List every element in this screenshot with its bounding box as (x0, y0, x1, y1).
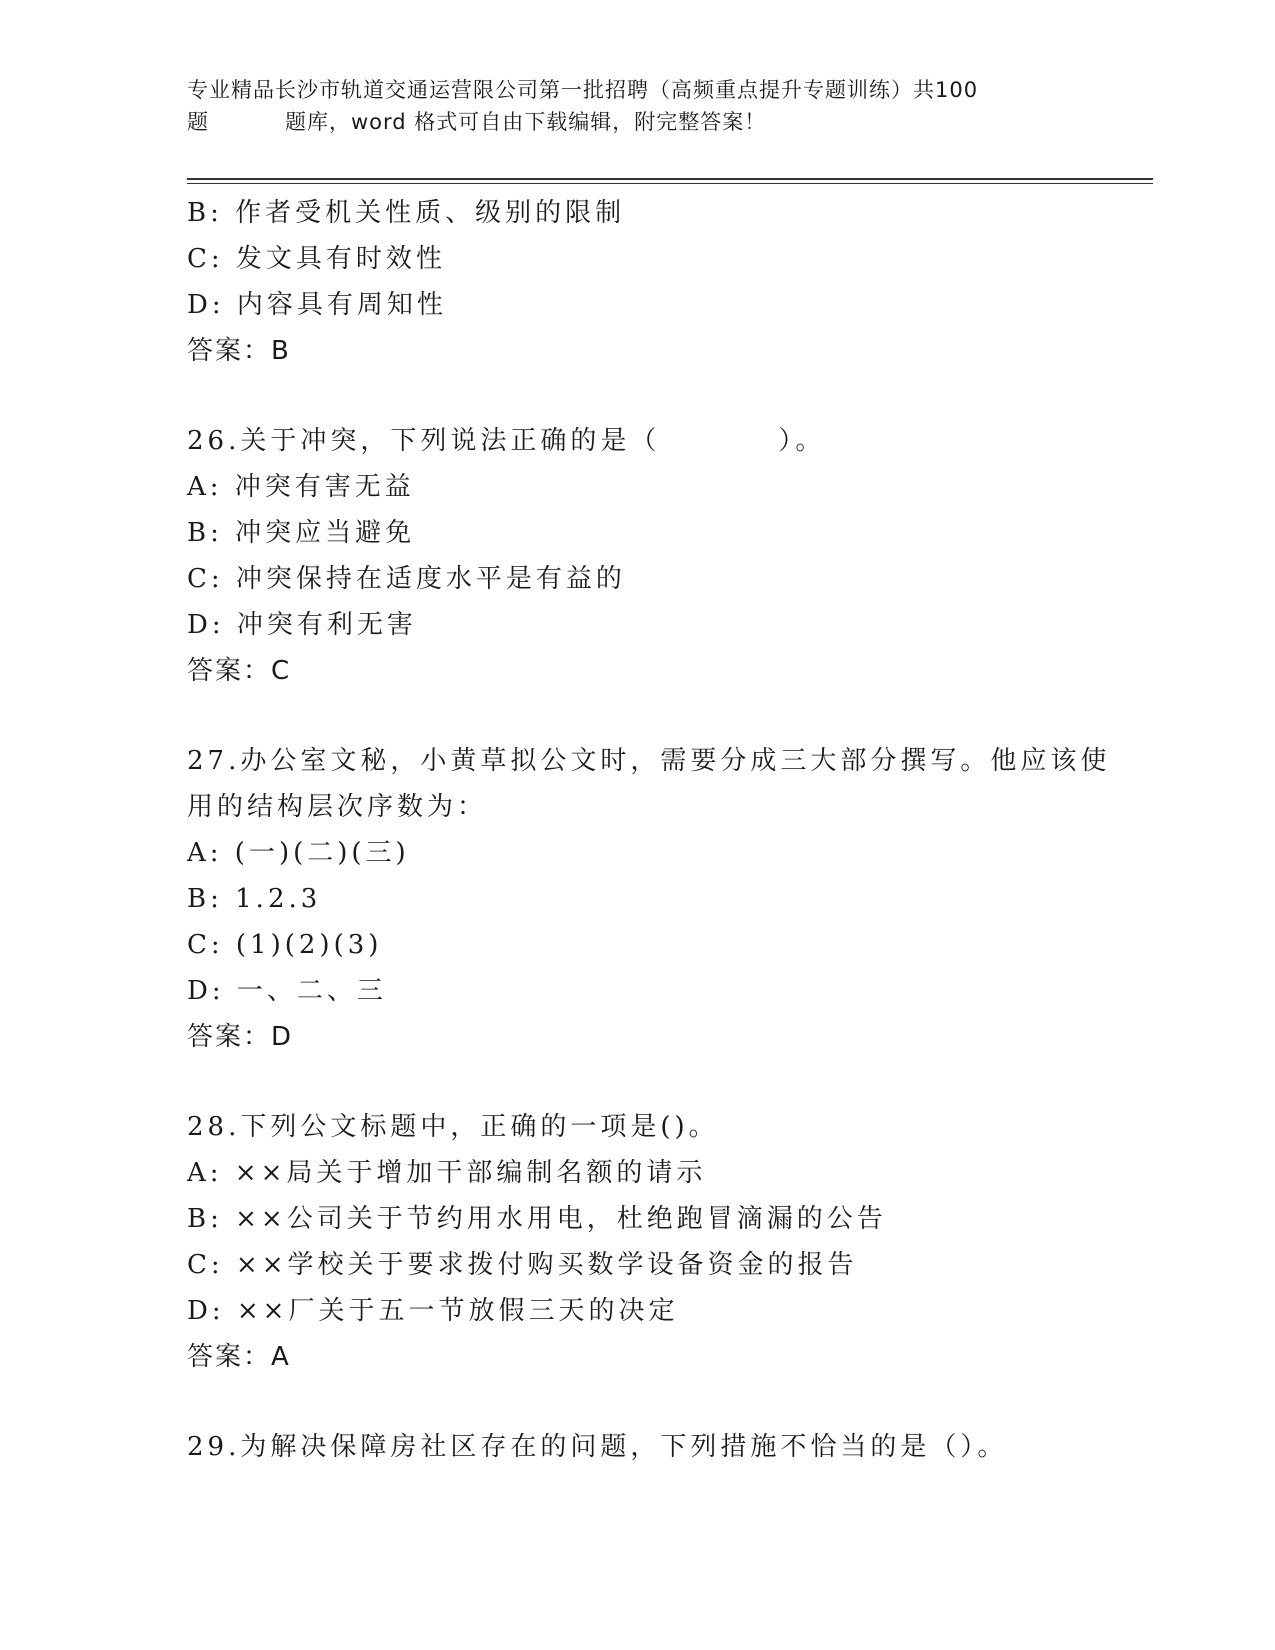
question-stem-27-line1: 27.办公室文秘，小黄草拟公文时，需要分成三大部分撰写。他应该使 (187, 746, 1111, 776)
option-a: A: (一)(二)(三) (187, 838, 410, 868)
option-b: B: 冲突应当避免 (187, 518, 416, 548)
document-body (187, 190, 1111, 1470)
option-c: C: (1)(2)(3) (187, 930, 383, 960)
question-stem-start: 26.关于冲突，下列说法正确的是（ (187, 426, 661, 456)
option-c: C: ××学校关于要求拨付购买数学设备资金的报告 (187, 1250, 858, 1280)
header-line2-right: 题库，word 格式可自由下载编辑，附完整答案！ (285, 110, 767, 134)
option-d: D: 内容具有周知性 (187, 290, 447, 320)
option-b: B: 1.2.3 (187, 884, 322, 914)
option-c: C: 冲突保持在适度水平是有益的 (187, 564, 626, 594)
option-c: C: 发文具有时效性 (187, 244, 446, 274)
option-a: A: ××局关于增加干部编制名额的请示 (187, 1158, 707, 1188)
question-spacer (187, 1060, 1087, 1104)
page-header (187, 74, 1087, 138)
option-b: B: ××公司关于节约用水用电，杜绝跑冒滴漏的公告 (187, 1204, 887, 1234)
question-stem-27-line2: 用的结构层次序数为： (187, 792, 488, 822)
header-title-line2 (187, 106, 1087, 138)
header-title-line1: 专业精品长沙市轨道交通运营限公司第一批招聘（高频重点提升专题训练）共100 (187, 78, 979, 102)
question-spacer (187, 1380, 1087, 1424)
option-a: A: 冲突有害无益 (187, 472, 415, 502)
question-spacer (187, 694, 1087, 738)
answer-line: 答案：C (187, 656, 292, 686)
header-gap (209, 106, 285, 138)
option-d: D: 一、二、三 (187, 976, 387, 1006)
question-stem-29: 29.为解决保障房社区存在的问题，下列措施不恰当的是（）。 (187, 1432, 1008, 1462)
question-stem-28: 28.下列公文标题中，正确的一项是()。 (187, 1112, 719, 1142)
header-rule-thin (187, 183, 1153, 184)
question-stem-26 (187, 418, 1087, 464)
option-b: B: 作者受机关性质、级别的限制 (187, 198, 626, 228)
answer-line: 答案：D (187, 1022, 294, 1052)
answer-line: 答案：B (187, 336, 291, 366)
header-rule-thick (187, 178, 1153, 180)
option-d: D: 冲突有利无害 (187, 610, 417, 640)
answer-line: 答案：A (187, 1342, 291, 1372)
option-d: D: ××厂关于五一节放假三天的决定 (187, 1296, 679, 1326)
question-stem-end: ）。 (778, 426, 826, 456)
header-line2-left: 题 (187, 110, 209, 134)
question-spacer (187, 374, 1087, 418)
